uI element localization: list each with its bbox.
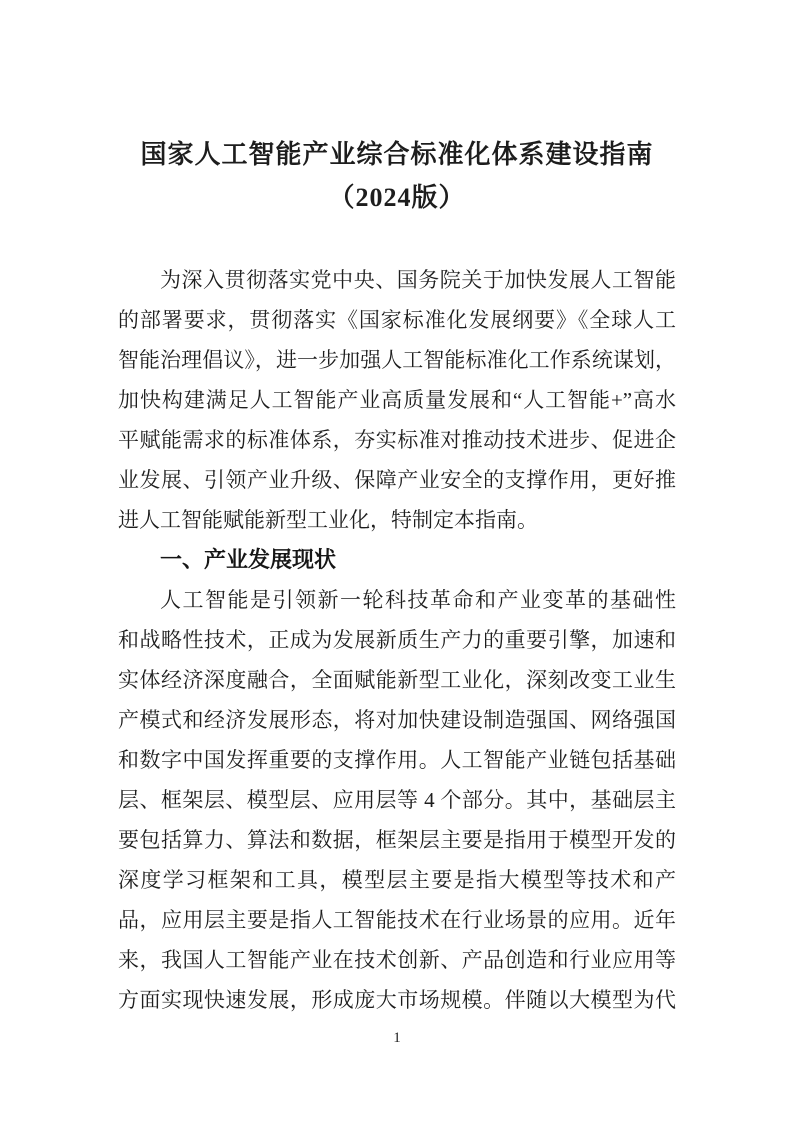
paragraph1-line: 的部署要求，贯彻落实《国家标准化发展纲要》《全球人工 xyxy=(118,308,676,332)
paragraph1-line: 为深入贯彻落实党中央、国务院关于加快发展人工智能 xyxy=(160,268,676,292)
paragraph2-line: 深度学习框架和工具，模型层主要是指大模型等技术和产 xyxy=(118,868,676,892)
paragraph2-line: 人工智能是引领新一轮科技革命和产业变革的基础性 xyxy=(160,588,676,612)
paragraph1-line: 进人工智能赋能新型工业化，特制定本指南。 xyxy=(118,508,538,532)
paragraph1-line: 加快构建满足人工智能产业高质量发展和“人工智能+”高水 xyxy=(118,388,676,412)
document-title-line2: （2024版） xyxy=(328,183,466,212)
paragraph2-line: 要包括算力、算法和数据，框架层主要是指用于模型开发的 xyxy=(118,828,676,852)
paragraph2-line: 方面实现快速发展，形成庞大市场规模。伴随以大模型为代 xyxy=(118,988,676,1012)
paragraph1-line: 平赋能需求的标准体系，夯实标准对推动技术进步、促进企 xyxy=(118,428,676,452)
paragraph2-line: 实体经济深度融合，全面赋能新型工业化，深刻改变工业生 xyxy=(118,668,676,692)
document-body xyxy=(118,260,676,1020)
paragraph2-line: 和数字中国发挥重要的支撑作用。人工智能产业链包括基础 xyxy=(118,748,676,772)
document-title xyxy=(0,133,794,219)
document-title-line1: 国家人工智能产业综合标准化体系建设指南 xyxy=(140,140,654,169)
paragraph1-line: 智能治理倡议》，进一步加强人工智能标准化工作系统谋划， xyxy=(118,348,676,372)
paragraph2-line: 来，我国人工智能产业在技术创新、产品创造和行业应用等 xyxy=(118,948,676,972)
paragraph2-line: 产模式和经济发展形态，将对加快建设制造强国、网络强国 xyxy=(118,708,676,732)
paragraph2-line: 品，应用层主要是指人工智能技术在行业场景的应用。近年 xyxy=(118,908,676,932)
paragraph2-line: 层、框架层、模型层、应用层等 4 个部分。其中，基础层主 xyxy=(118,788,676,812)
paragraph2-line: 和战略性技术，正成为发展新质生产力的重要引擎，加速和 xyxy=(118,628,676,652)
section-heading-industry-status: 一、产业发展现状 xyxy=(160,547,337,572)
paragraph1-line: 业发展、引领产业升级、保障产业安全的支撑作用，更好推 xyxy=(118,468,676,492)
page-number: 1 xyxy=(393,1030,401,1046)
